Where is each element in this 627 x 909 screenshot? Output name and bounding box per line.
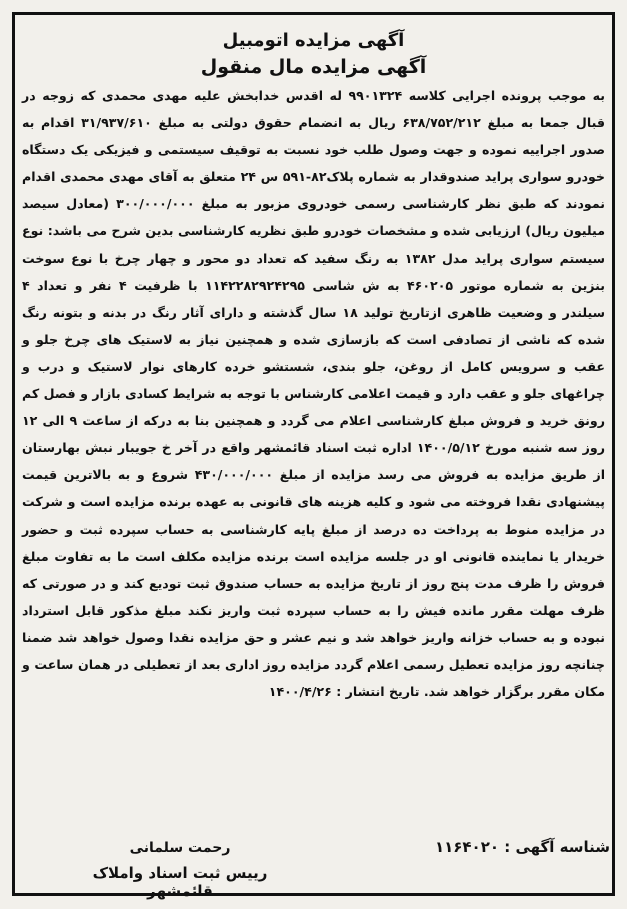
signer-name: رحمت سلمانی — [129, 840, 231, 856]
signer-title: رییس ثبت اسناد واملاک قائمشهر — [92, 864, 268, 900]
notice-title: آگهی مزایده اتومبیل — [222, 30, 405, 51]
notice-subtitle: آگهی مزایده مال منقول — [200, 56, 427, 78]
ad-id: شناسه آگهی : ۱۱۶۴۰۲۰ — [434, 838, 610, 856]
notice-body: به موجب پرونده اجرایی کلاسه ۹۹۰۱۳۲۴ له اقدس خدابخش علیه مهدی محمدی که زوجه در قبال جمعا به مبلغ ۶۳۸/۷۵۲/۲۱۲ ریال به انضمام حقوق دولتی به مبلغ ۳۱/۹۳۷/۶۱۰ اقدام به صدور اجراییه نموده و جهت وصول طلب خود نسبت به توقیف سیستمی و فیزیکی یک دستگاه خودرو سواری پراید صندوقدار به شماره پلاک۸۲-۵۹۱ س ۲۴ متعلق به آقای مهدی محمدی اقدام نمودند که طبق نظر کارشناسی رسمی خودروی مزبور به مبلغ ۳۰۰/۰۰۰/۰۰۰ (معادل سیصد میلیون ریال) ارزیابی شده و مشخصات خودرو طبق نظریه کارشناسی بدین شرح می باشد: نوع سیستم سواری پراید مدل ۱۳۸۲ به رنگ سفید که تعداد دو محور و چهار چرخ با نوع سوخت بنزین به شماره موتور ۴۶۰۲۰۵ به ش شاسی ۱۱۴۲۲۸۲۹۲۴۲۹۵ با ظرفیت ۴ نفر و تعداد ۴ سیلندر و وضعیت ظاهری ازتاریخ تولید ۱۸ سال گذشته و دارای آثار رنگ در بدنه و بتونه رنگ شده که ناشی از تصادفی است که بازسازی شده و همچنین نیاز به لاستیک های چرخ جلو و عقب و سرویس کامل از روغن، جلو بندی، شستشو خرده کارهای نوار لاستیک و درب و چراغهای جلو و عقب دارد و قیمت اعلامی کارشناس با توجه به شرایط کسادی بازار و فصل کم رونق خرید و فروش مبلغ کارشناسی اعلام می گردد و همچنین بنا به درکه از ساعت ۹ الی ۱۲ روز سه شنبه مورخ ۱۴۰۰/۵/۱۲ اداره ثبت اسناد قائمشهر واقع در آخر خ جویبار نبش بهارستان از طریق مزایده به فروش می رسد مزایده از مبلغ ۴۳۰/۰۰۰/۰۰۰ شروع و به بالاترین قیمت پیشنهادی نقدا فروخته می شود و کلیه هزینه های قانونی به عهده برنده مزایده است و شرکت در مزایده منوط به پرداخت ده درصد از مبلغ پایه کارشناسی به حساب سپرده ثبت و حضور خریدار یا نماینده قانونی او در جلسه مزایده است برنده مزایده مکلف است ما به تفاوت مبلغ فروش را ظرف مدت پنج روز از تاریخ مزایده به حساب صندوق ثبت تودیع کند و در صورتی که ظرف مهلت مقرر مانده فیش را به حساب سپرده ثبت واریز نکند مبلغ مذکور قابل استرداد نبوده و به حساب خزانه واریز خواهد شد و نیم عشر و حق مزایده نقدا وصول خواهد شد ضمنا چنانچه روز مزایده تعطیل رسمی اعلام گردد مزایده روز اداری بعد از تعطیلی در همان ساعت و مکان مقرر برگزار خواهد شد. تاریخ انتشار : ۱۴۰۰/۴/۲۶ — [22, 88, 606, 700]
